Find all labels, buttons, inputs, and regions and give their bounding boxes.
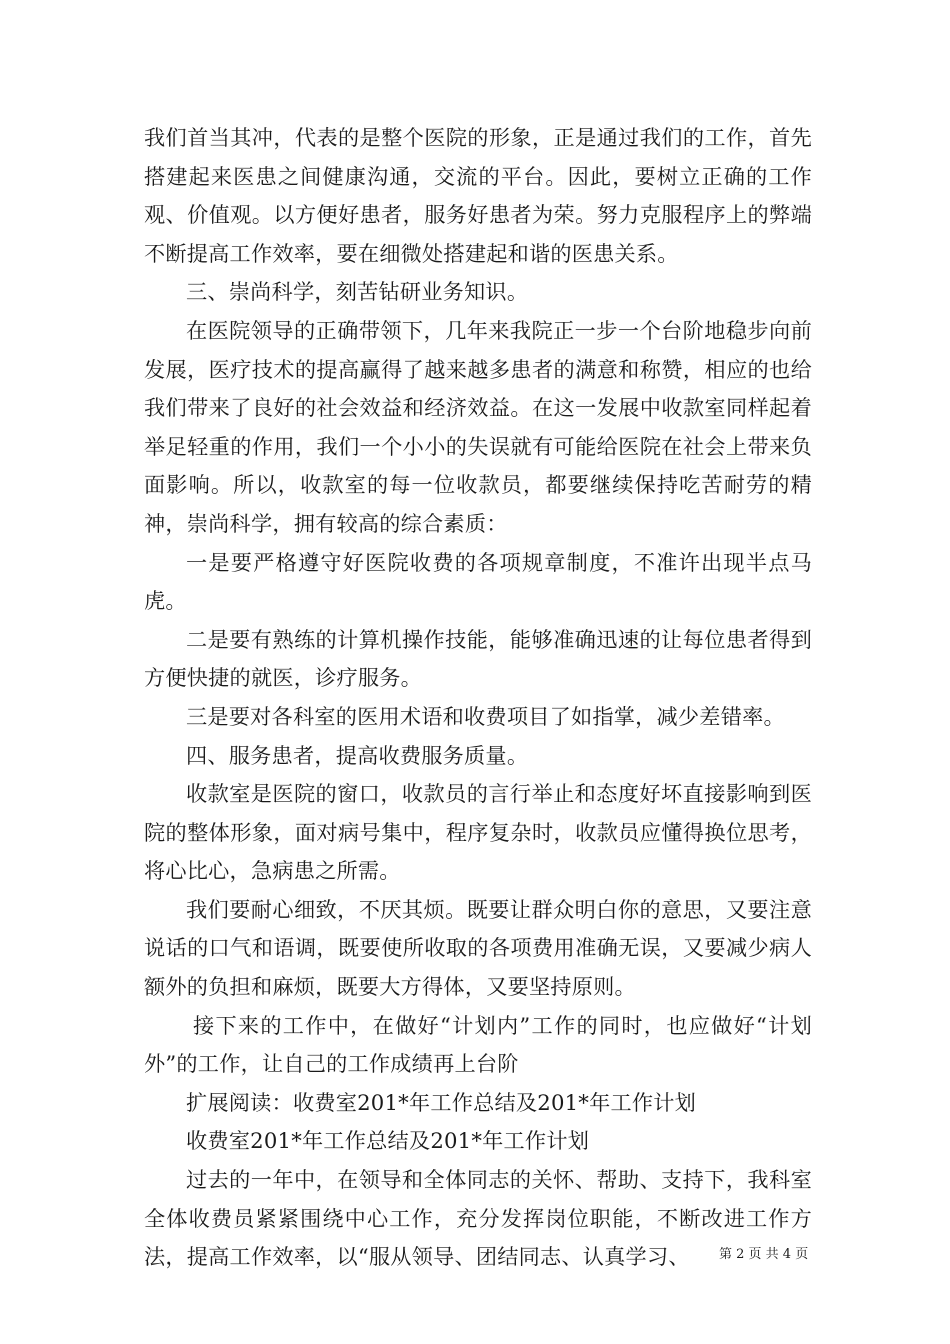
paragraph-window: 收款室是医院的窗口，收款员的言行举止和态度好坏直接影响到医院的整体形象，面对病号集中，程序复杂时，收款员应懂得换位思考，将心比心，急病患之所需。 <box>144 781 812 884</box>
paragraph-past-year: 过去的一年中，在领导和全体同志的关怀、帮助、支持下，我科室全体收费员紧紧围绕中心工作，充分发挥岗位职能，不断改进工作方法，提高工作效率，以“服从领导、团结同志、认真学习、 <box>144 1167 812 1270</box>
report-title: 收费室201*年工作总结及201*年工作计划 <box>186 1128 590 1154</box>
section-heading-service: 四、服务患者，提高收费服务质量。 <box>186 742 529 768</box>
paragraph-development: 在医院领导的正确带领下，几年来我院正一步一个台阶地稳步向前发展，医疗技术的提高赢得了越来越多患者的满意和称赞，相应的也给我们带来了良好的社会效益和经济效益。在这一发展中收款室同样起着举足轻重的作用，我们一个小小的失误就有可能给医院在社会上带来负面影响。所以，收款室的每一位收款员，都要继续保持吃苦耐劳的精神，崇尚科学，拥有较高的综合素质： <box>144 317 812 536</box>
list-item-rules: 一是要严格遵守好医院收费的各项规章制度，不准许出现半点马虎。 <box>144 549 812 614</box>
list-item-computer-skills: 二是要有熟练的计算机操作技能，能够准确迅速的让每位患者得到方便快捷的就医，诊疗服务。 <box>144 626 812 691</box>
list-item-terminology: 三是要对各科室的医用术语和收费项目了如指掌，减少差错率。 <box>186 703 785 729</box>
extended-reading-title: 扩展阅读：收费室201*年工作总结及201*年工作计划 <box>186 1089 697 1115</box>
section-heading-science: 三、崇尚科学，刻苦钻研业务知识。 <box>186 279 529 305</box>
paragraph-patience: 我们要耐心细致，不厌其烦。既要让群众明白你的意思，又要注意说话的口气和语调，既要使所收取的各项费用准确无误，又要减少病人额外的负担和麻烦，既要大方得体，又要坚持原则。 <box>144 896 812 1000</box>
paragraph-next-work: 接下来的工作中，在做好“计划内”工作的同时，也应做好“计划外”的工作，让自己的工作成绩再上台阶 <box>144 1012 812 1077</box>
paragraph-continuation: 我们首当其冲，代表的是整个医院的形象，正是通过我们的工作，首先搭建起来医患之间健康沟通，交流的平台。因此，要树立正确的工作观、价值观。以方便好患者，服务好患者为荣。努力克服程序上的弊端不断提高工作效率，要在细微处搭建起和谐的医患关系。 <box>144 125 812 266</box>
document-body <box>144 119 812 1277</box>
page-number-footer: 第 2 页 共 4 页 <box>719 1247 809 1262</box>
